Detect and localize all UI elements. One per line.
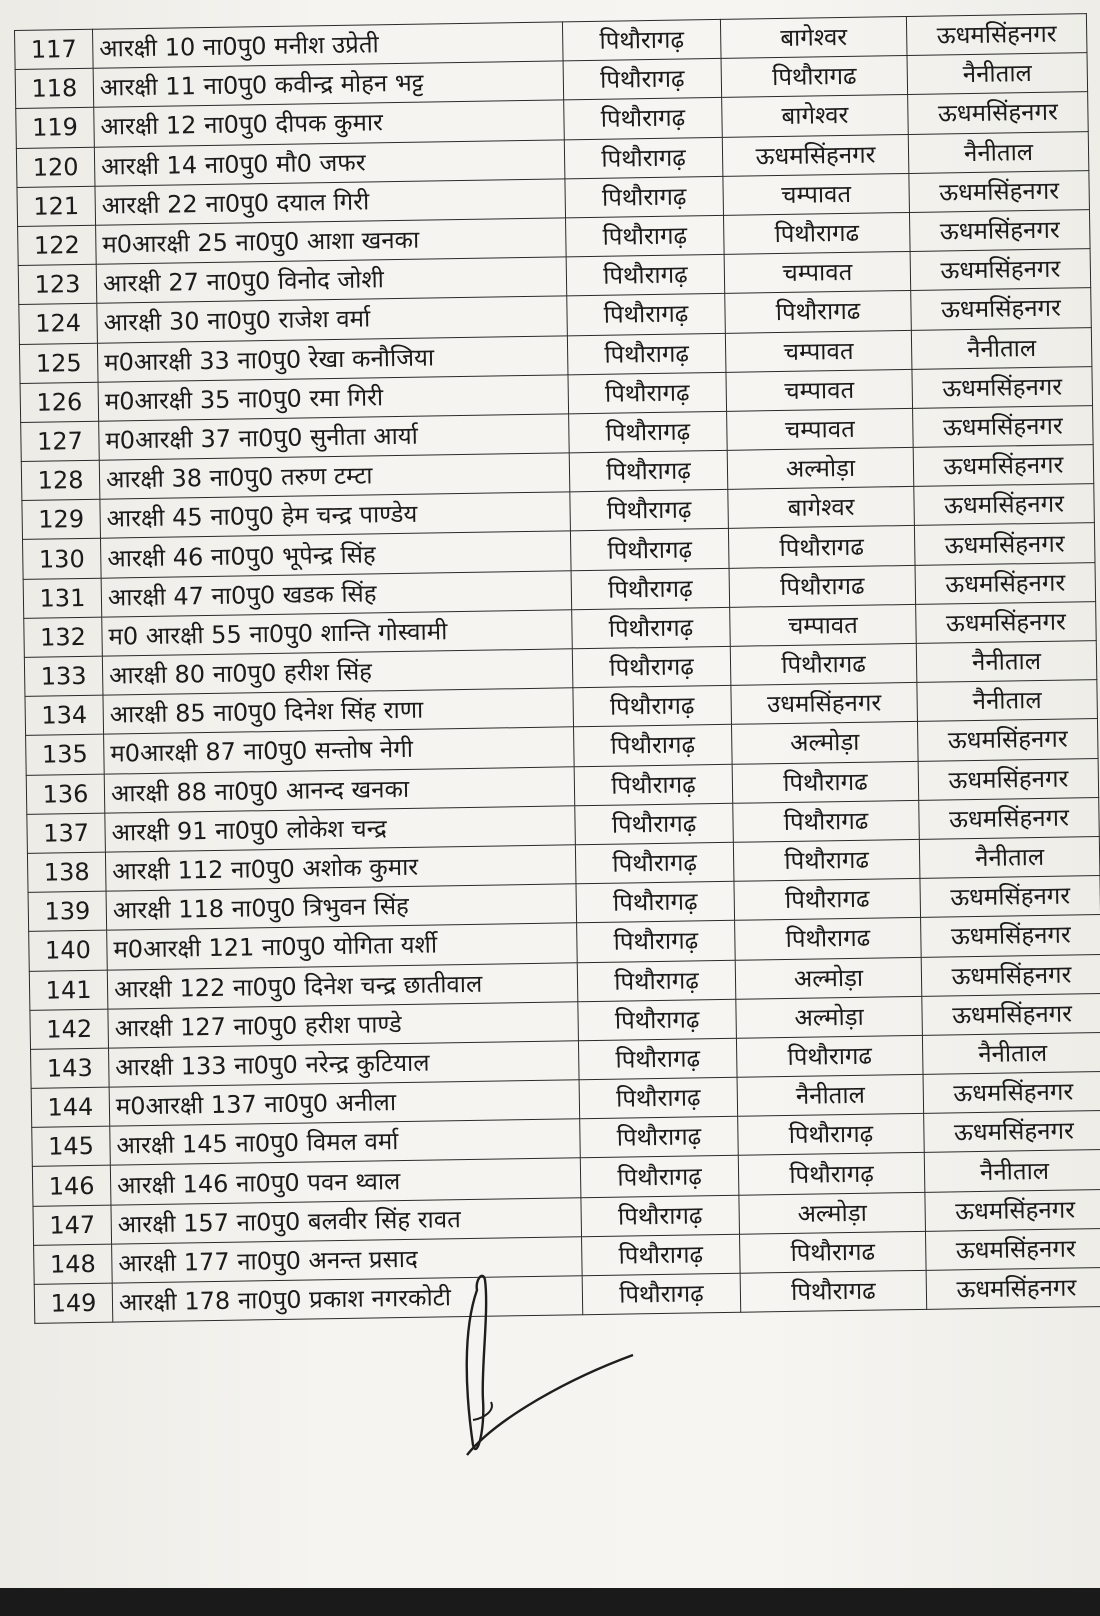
employee-name-cell: म0आरक्षी 35 ना0पु0 रमा गिरी [98,375,569,422]
current-district-cell: पिथौरागढ़ [577,960,736,1002]
current-district-cell: पिथौरागढ़ [565,176,724,218]
serial-number-cell: 129 [22,499,101,539]
serial-number-cell: 139 [28,891,107,931]
alternate-district-cell: ऊधमसिंहनगर [913,445,1094,487]
allotted-district-cell: उधमसिंहनगर [731,683,918,725]
serial-number-cell: 117 [15,29,94,69]
alternate-district-cell: ऊधमसिंहनगर [915,562,1096,604]
alternate-district-cell: नैनीताल [922,1032,1100,1074]
employee-name-cell: आरक्षी 38 ना0पु0 तरुण टम्टा [99,453,570,500]
allotted-district-cell: पिथौरागढ़ [738,1153,925,1195]
allotted-district-cell: पिथौरागढ [740,1270,927,1312]
employee-name-cell: आरक्षी 88 ना0पु0 आनन्द खनका [104,766,575,813]
serial-number-cell: 136 [26,774,105,814]
current-district-cell: पिथौरागढ़ [567,294,726,336]
employee-name-cell: आरक्षी 146 ना0पु0 पवन थ्वाल [110,1158,581,1205]
allotted-district-cell: पिथौरागढ [733,839,920,881]
allotted-district-cell: ऊधमसिंहनगर [722,134,909,176]
allotted-district-cell: पिथौरागढ़ [738,1114,925,1156]
allotted-district-cell: बागेश्वर [720,16,907,58]
alternate-district-cell: ऊधमसिंहनगर [910,249,1091,291]
alternate-district-cell: ऊधमसिंहनगर [917,719,1098,761]
current-district-cell: पिथौरागढ़ [578,999,737,1041]
employee-name-cell: आरक्षी 80 ना0पु0 हरीश सिंह [102,649,573,696]
current-district-cell: पिथौरागढ़ [564,98,723,140]
employee-name-cell: आरक्षी 177 ना0पु0 अनन्त प्रसाद [112,1237,583,1284]
employee-name-cell: म0आरक्षी 87 ना0पु0 सन्तोष नेगी [104,727,575,774]
alternate-district-cell: नैनीताल [907,53,1088,95]
alternate-district-cell: ऊधमसिंहनगर [906,14,1087,56]
current-district-cell: पिथौरागढ़ [568,372,727,414]
alternate-district-cell: ऊधमसिंहनगर [921,954,1100,996]
serial-number-cell: 130 [23,539,102,579]
alternate-district-cell: नैनीताल [908,131,1089,173]
allotted-district-cell: पिथौरागढ [732,761,919,803]
employee-name-cell: आरक्षी 91 ना0पु0 लोकेश चन्द्र [105,806,576,853]
serial-number-cell: 126 [20,382,99,422]
alternate-district-cell: ऊधमसिंहनगर [921,915,1100,957]
allotted-district-cell: चम्पावत [727,408,914,450]
alternate-district-cell: नैनीताल [924,1150,1100,1192]
employee-name-cell: आरक्षी 46 ना0पु0 भूपेन्द्र सिंह [101,531,572,578]
serial-number-cell: 125 [19,343,98,383]
allotted-district-cell: पिथौरागढ [736,1035,923,1077]
alternate-district-cell: नैनीताल [911,327,1092,369]
employee-name-cell: आरक्षी 85 ना0पु0 दिनेश सिंह राणा [103,688,574,735]
serial-number-cell: 135 [26,735,105,775]
allotted-district-cell: पिथौरागढ [740,1231,927,1273]
alternate-district-cell: ऊधमसिंहनगर [925,1189,1100,1231]
allotted-district-cell: पिथौरागढ [728,526,915,568]
transfer-roster-table [14,13,1100,1324]
alternate-district-cell: ऊधमसिंहनगर [916,601,1097,643]
allotted-district-cell: पिथौरागढ [721,56,908,98]
current-district-cell: पिथौरागढ़ [570,529,729,571]
employee-name-cell: आरक्षी 47 ना0पु0 खडक सिंह [101,570,572,617]
current-district-cell: पिथौरागढ़ [575,803,734,845]
alternate-district-cell: ऊधमसिंहनगर [923,1072,1100,1114]
allotted-district-cell: पिथौरागढ [730,643,917,685]
employee-name-cell: आरक्षी 10 ना0पु0 मनीश उप्रेती [92,22,563,69]
serial-number-cell: 124 [19,304,98,344]
current-district-cell: पिथौरागढ़ [581,1195,740,1237]
employee-name-cell: आरक्षी 27 ना0पु0 विनोद जोशी [96,257,567,304]
signature-icon [455,1270,645,1470]
allotted-district-cell: पिथौरागढ [733,800,920,842]
alternate-district-cell: ऊधमसिंहनगर [909,170,1090,212]
employee-name-cell: आरक्षी 45 ना0पु0 हेम चन्द्र पाण्डेय [100,492,571,539]
current-district-cell: पिथौरागढ़ [566,215,725,257]
employee-name-cell: आरक्षी 178 ना0पु0 प्रकाश नगरकोटी [112,1276,583,1323]
employee-name-cell: आरक्षी 157 ना0पु0 बलवीर सिंह रावत [111,1197,582,1244]
employee-name-cell: आरक्षी 14 ना0पु0 मौ0 जफर [94,139,565,186]
current-district-cell: पिथौरागढ़ [582,1273,741,1315]
current-district-cell: पिथौरागढ़ [571,568,730,610]
serial-number-cell: 127 [21,421,100,461]
serial-number-cell: 148 [34,1244,113,1284]
employee-name-cell: आरक्षी 30 ना0पु0 राजेश वर्मा [97,296,568,343]
serial-number-cell: 145 [32,1126,111,1166]
alternate-district-cell: ऊधमसिंहनगर [908,92,1089,134]
serial-number-cell: 142 [30,1009,109,1049]
current-district-cell: पिथौरागढ़ [580,1156,739,1198]
allotted-district-cell: चम्पावत [724,252,911,294]
employee-name-cell: आरक्षी 122 ना0पु0 दिनेश चन्द्र छातीवाल [107,962,578,1009]
alternate-district-cell: नैनीताल [916,641,1097,683]
serial-number-cell: 122 [18,225,97,265]
allotted-district-cell: पिथौरागढ [725,291,912,333]
serial-number-cell: 143 [31,1048,110,1088]
allotted-district-cell: चम्पावत [725,330,912,372]
allotted-district-cell: चम्पावत [723,173,910,215]
employee-name-cell: म0आरक्षी 121 ना0पु0 योगिता यर्शी [107,923,578,970]
employee-name-cell: आरक्षी 12 ना0पु0 दीपक कुमार [94,100,565,147]
serial-number-cell: 141 [29,970,108,1010]
allotted-district-cell: पिथौरागढ [723,212,910,254]
employee-name-cell: म0आरक्षी 137 ना0पु0 अनीला [109,1080,580,1127]
serial-number-cell: 123 [18,264,97,304]
current-district-cell: पिथौरागढ़ [566,254,725,296]
current-district-cell: पिथौरागढ़ [579,1077,738,1119]
current-district-cell: पिथौरागढ़ [570,490,729,532]
employee-name-cell: आरक्षी 11 ना0पु0 कवीन्द्र मोहन भट्ट [93,61,564,108]
allotted-district-cell: अल्मोड़ा [732,722,919,764]
serial-number-cell: 120 [16,147,95,187]
allotted-district-cell: अल्मोड़ा [736,996,923,1038]
serial-number-cell: 134 [25,695,104,735]
serial-number-cell: 149 [34,1283,113,1323]
alternate-district-cell: ऊधमसिंहनगर [924,1111,1100,1153]
employee-name-cell: आरक्षी 133 ना0पु0 नरेन्द्र कुटियाल [109,1041,580,1088]
allotted-district-cell: नैनीताल [737,1074,924,1116]
serial-number-cell: 119 [16,108,95,148]
alternate-district-cell: ऊधमसिंहनगर [914,523,1095,565]
serial-number-cell: 137 [27,813,106,853]
serial-number-cell: 133 [24,656,103,696]
serial-number-cell: 140 [29,930,108,970]
serial-number-cell: 128 [21,460,100,500]
serial-number-cell: 131 [23,578,102,618]
alternate-district-cell: ऊधमसिंहनगर [911,288,1092,330]
allotted-district-cell: पिथौरागढ [735,918,922,960]
alternate-district-cell: ऊधमसिंहनगर [919,797,1100,839]
allotted-district-cell: पिथौरागढ [729,565,916,607]
serial-number-cell: 146 [32,1166,111,1206]
current-district-cell: पिथौरागढ़ [575,842,734,884]
allotted-district-cell: अल्मोड़ा [735,957,922,999]
current-district-cell: पिथौरागढ़ [580,1117,739,1159]
alternate-district-cell: ऊधमसिंहनगर [925,1228,1100,1270]
serial-number-cell: 144 [31,1087,110,1127]
employee-name-cell: आरक्षी 22 ना0पु0 दयाल गिरी [95,179,566,226]
current-district-cell: पिथौरागढ़ [573,686,732,728]
current-district-cell: पिथौरागढ़ [582,1234,741,1276]
current-district-cell: पिथौरागढ़ [576,881,735,923]
allotted-district-cell: बागेश्वर [722,95,909,137]
current-district-cell: पिथौरागढ़ [572,646,731,688]
current-district-cell: पिथौरागढ़ [572,607,731,649]
current-district-cell: पिथौरागढ़ [564,137,723,179]
alternate-district-cell: ऊधमसिंहनगर [913,405,1094,447]
employee-name-cell: म0आरक्षी 33 ना0पु0 रेखा कनौजिया [97,335,568,382]
alternate-district-cell: ऊधमसिंहनगर [922,993,1100,1035]
serial-number-cell: 147 [33,1205,112,1245]
employee-name-cell: आरक्षी 112 ना0पु0 अशोक कुमार [105,845,576,892]
alternate-district-cell: ऊधमसिंहनगर [909,210,1090,252]
current-district-cell: पिथौरागढ़ [574,764,733,806]
alternate-district-cell: नैनीताल [917,680,1098,722]
alternate-district-cell: ऊधमसिंहनगर [926,1267,1100,1309]
allotted-district-cell: पिथौरागढ [734,878,921,920]
employee-name-cell: आरक्षी 145 ना0पु0 विमल वर्मा [110,1119,581,1166]
current-district-cell: पिथौरागढ़ [569,411,728,453]
current-district-cell: पिथौरागढ़ [563,59,722,101]
current-district-cell: पिथौरागढ़ [567,333,726,375]
current-district-cell: पिथौरागढ़ [562,19,721,61]
current-district-cell: पिथौरागढ़ [577,921,736,963]
employee-name-cell: आरक्षी 127 ना0पु0 हरीश पाण्डे [108,1001,579,1048]
allotted-district-cell: अल्मोड़ा [739,1192,926,1234]
page-footer-bar [0,1588,1100,1616]
allotted-district-cell: चम्पावत [726,369,913,411]
current-district-cell: पिथौरागढ़ [578,1038,737,1080]
alternate-district-cell: नैनीताल [919,836,1100,878]
roster-body [15,14,1100,1324]
serial-number-cell: 118 [15,68,94,108]
current-district-cell: पिथौरागढ़ [569,450,728,492]
allotted-district-cell: अल्मोड़ा [727,447,914,489]
serial-number-cell: 132 [24,617,103,657]
allotted-district-cell: चम्पावत [730,604,917,646]
alternate-district-cell: ऊधमसिंहनगर [912,366,1093,408]
serial-number-cell: 121 [17,186,96,226]
employee-name-cell: आरक्षी 118 ना0पु0 त्रिभुवन सिंह [106,884,577,931]
current-district-cell: पिथौरागढ़ [574,725,733,767]
employee-name-cell: म0आरक्षी 37 ना0पु0 सुनीता आर्या [99,414,570,461]
allotted-district-cell: बागेश्वर [728,487,915,529]
employee-name-cell: म0 आरक्षी 55 ना0पु0 शान्ति गोस्वामी [102,610,573,657]
serial-number-cell: 138 [27,852,106,892]
alternate-district-cell: ऊधमसिंहनगर [918,758,1099,800]
alternate-district-cell: ऊधमसिंहनगर [920,876,1100,918]
employee-name-cell: म0आरक्षी 25 ना0पु0 आशा खनका [96,218,567,265]
alternate-district-cell: ऊधमसिंहनगर [914,484,1095,526]
